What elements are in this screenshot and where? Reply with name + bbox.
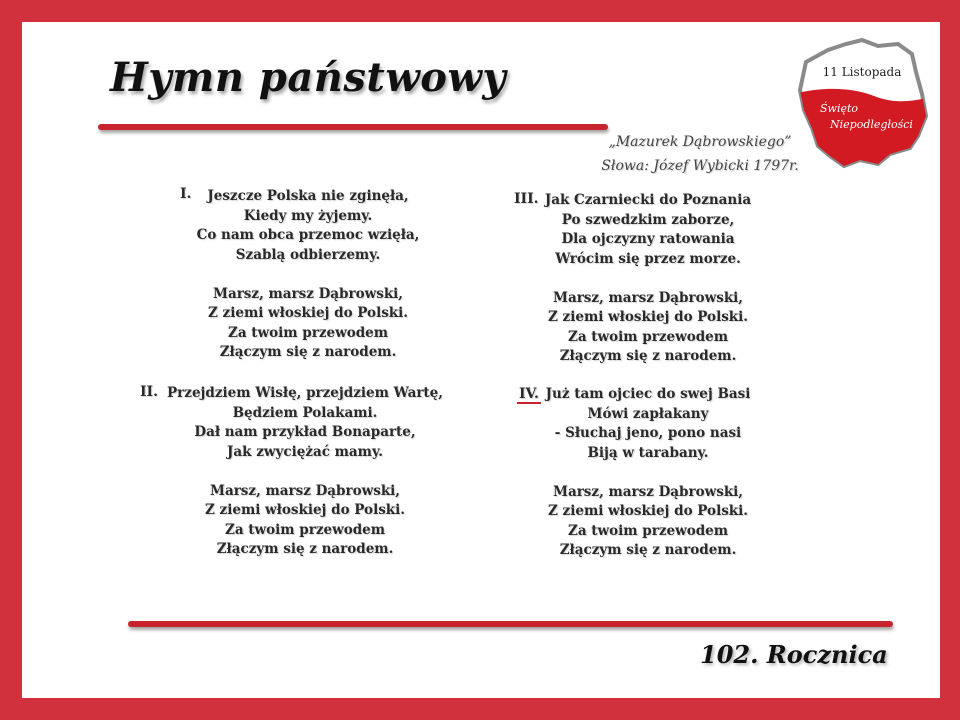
stanza-2 (165, 384, 445, 560)
verse-line: Szablą odbierzemy. (235, 246, 381, 263)
verse-line: Mówi zapłakany (587, 405, 709, 422)
poland-map-logo (794, 36, 930, 176)
verse-gap (508, 269, 788, 289)
verse-line: Jak zwyciężać mamy. (227, 443, 383, 460)
stanza-1 (168, 187, 448, 363)
logo-date: 11 Listopada (822, 65, 902, 79)
chorus-line: Złączym się z narodem. (216, 541, 394, 557)
chorus-line: Za twoim przewodem (224, 521, 386, 538)
chorus-line: Za twoim przewodem (567, 522, 729, 539)
chorus-line: Marsz, marsz Dąbrowski, (553, 289, 743, 306)
verse-line: Jeszcze Polska nie zginęła, (207, 188, 409, 204)
stanza-numeral-2: II. (140, 384, 158, 400)
verse-line: - Słuchaj jeno, pono nasi (554, 425, 742, 441)
chorus-line: Z ziemi włoskiej do Polski. (548, 503, 748, 519)
chorus-line: Z ziemi włoskiej do Polski. (208, 305, 408, 321)
verse-line: Kiedy my żyjemy. (243, 207, 373, 224)
chorus-line: Za twoim przewodem (227, 324, 389, 341)
anniversary-label: 102. Rocznica (700, 640, 888, 669)
verse-gap (508, 463, 788, 483)
stanza-3 (508, 191, 788, 367)
stanza-numeral-4: IV. (519, 386, 539, 402)
verse-gap (165, 462, 445, 482)
verse-line: Jak Czarniecki do Poznania (544, 192, 752, 208)
chorus-line: Marsz, marsz Dąbrowski, (213, 285, 403, 302)
verse-line: Będziem Polakami. (232, 404, 378, 421)
stanza-numeral-1: I. (180, 186, 192, 202)
verse-line: Dla ojczyzny ratowania (561, 231, 735, 247)
title-divider (98, 124, 608, 130)
chorus-line: Za twoim przewodem (567, 328, 729, 345)
chorus-line: Z ziemi włoskiej do Polski. (548, 309, 748, 325)
stanza-4 (508, 385, 788, 561)
stanza-numeral-3: III. (514, 191, 539, 207)
chorus-line: Z ziemi włoskiej do Polski. (205, 502, 405, 518)
slide-title: Hymn państwowy (110, 54, 507, 101)
verse-line: Po szwedzkim zaborze, (561, 211, 735, 228)
verse-line: Przejdziem Wisłę, przejdziem Wartę, (167, 385, 443, 401)
verse-line: Co nam obca przemoc wzięła, (196, 227, 420, 243)
verse-gap (168, 265, 448, 285)
chorus-line: Marsz, marsz Dąbrowski, (553, 483, 743, 500)
verse-line: Wrócim się przez morze. (555, 250, 741, 267)
song-title: „Mazurek Dąbrowskiego” (608, 134, 792, 150)
chorus-line: Marsz, marsz Dąbrowski, (210, 482, 400, 499)
verse-line: Dał nam przykład Bonaparte, (194, 424, 416, 440)
chorus-line: Złączym się z narodem. (559, 348, 737, 364)
footer-divider (128, 621, 893, 627)
verse-line: Biją w tarabany. (587, 444, 709, 461)
song-author: Słowa: Józef Wybicki 1797r. (601, 158, 799, 174)
verse-line: Już tam ojciec do swej Basi (545, 386, 751, 402)
chorus-line: Złączym się z narodem. (559, 542, 737, 558)
logo-line1: Święto (820, 102, 859, 115)
logo-line2: Niepodległości (830, 118, 913, 131)
chorus-line: Złączym się z narodem. (219, 344, 397, 360)
